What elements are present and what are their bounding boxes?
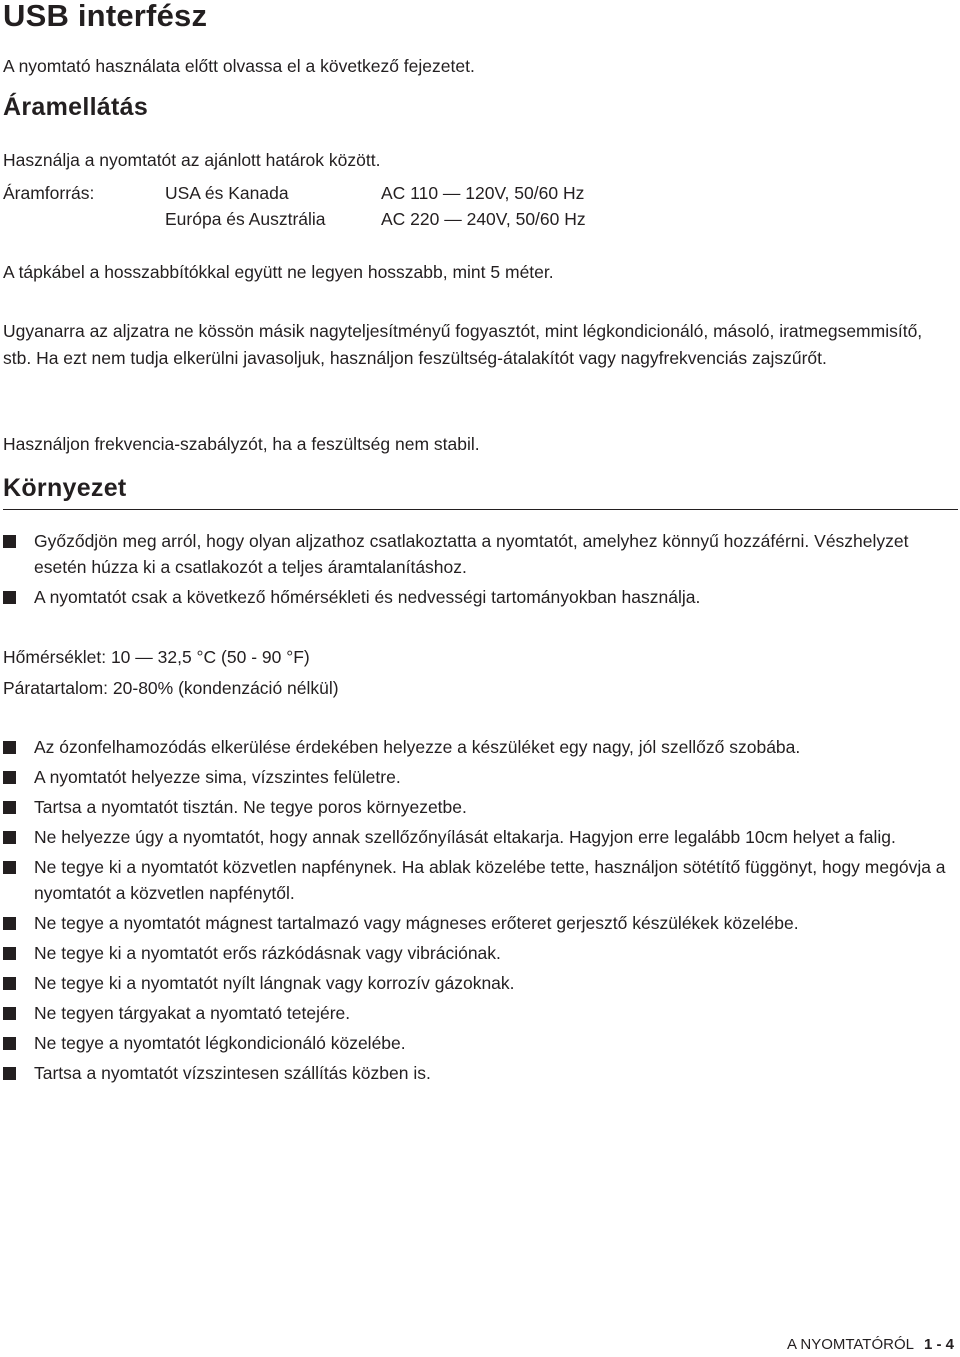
- page-title: USB interfész: [3, 0, 208, 33]
- power-source-label: Áramforrás:: [3, 183, 95, 203]
- power-region-2: Európa és Ausztrália: [165, 209, 326, 229]
- list-item: A nyomtatót csak a következő hőmérsékleti és nedvességi tartományokban használja.: [3, 584, 958, 610]
- bullet-square-icon: [3, 861, 16, 874]
- bullet-square-icon: [3, 1067, 16, 1080]
- power-intro: Használja a nyomtatót az ajánlott határok között.: [3, 150, 381, 170]
- list-item: Tartsa a nyomtatót tisztán. Ne tegye poros környezetbe.: [3, 794, 958, 820]
- bullet-square-icon: [3, 1037, 16, 1050]
- temperature-line: Hőmérséklet: 10 — 32,5 °C (50 - 90 °F): [3, 647, 310, 667]
- bullet-square-icon: [3, 801, 16, 814]
- bullet-square-icon: [3, 535, 16, 548]
- bullet-square-icon: [3, 831, 16, 844]
- bullet-square-icon: [3, 947, 16, 960]
- outlet-note: Ugyanarra az aljzatra ne kössön másik nagyteljesítményű fogyasztót, mint légkondicionáló, másoló, iratmegsemmisítő, stb. Ha ezt nem tudja elkerülni javasoljuk, használjon feszültség-átalakítót vagy nagyfrekvenciás zajszűrőt.: [3, 321, 923, 368]
- environment-list-bottom: [3, 734, 958, 1090]
- list-item: Ne tegye a nyomtatót mágnest tartalmazó vagy mágneses erőteret gerjesztő készülékek közelébe.: [3, 910, 958, 936]
- humidity-line: Páratartalom: 20-80% (kondenzáció nélkül): [3, 678, 339, 698]
- list-item: Ne tegye ki a nyomtatót közvetlen napfénynek. Ha ablak közelébe tette, használjon sötétítő függönyt, hogy megóvja a nyomtatót a közvetlen napfénytől.: [3, 854, 958, 906]
- power-region-1: USA és Kanada: [165, 183, 289, 203]
- cable-note: A tápkábel a hosszabbítókkal együtt ne legyen hosszabb, mint 5 méter.: [3, 262, 554, 282]
- bullet-square-icon: [3, 1007, 16, 1020]
- bullet-square-icon: [3, 977, 16, 990]
- environment-heading: Környezet: [3, 474, 958, 510]
- list-item: Győződjön meg arról, hogy olyan aljzathoz csatlakoztatta a nyomtatót, amelyhez könnyű hozzáférni. Vészhelyzet esetén húzza ki a csatlakozót a teljes áramtalanításhoz.: [3, 528, 958, 580]
- list-item: Ne tegye ki a nyomtatót erős rázkódásnak vagy vibrációnak.: [3, 940, 958, 966]
- bullet-square-icon: [3, 741, 16, 754]
- bullet-square-icon: [3, 917, 16, 930]
- page-number: 1 - 4: [923, 1336, 954, 1353]
- power-heading: Áramellátás: [3, 93, 149, 121]
- list-item: A nyomtatót helyezze sima, vízszintes felületre.: [3, 764, 958, 790]
- regulator-note: Használjon frekvencia-szabályzót, ha a feszültség nem stabil.: [3, 434, 480, 454]
- list-item: Az ózonfelhamozódás elkerülése érdekében helyezze a készüléket egy nagy, jól szellőző szobába.: [3, 734, 958, 760]
- bullet-square-icon: [3, 771, 16, 784]
- footer-section-title: A NYOMTATÓRÓL: [787, 1336, 914, 1353]
- page-footer: [787, 1336, 954, 1353]
- list-item: Ne helyezze úgy a nyomtatót, hogy annak szellőzőnyílását eltakarja. Hagyjon erre legalább 10cm helyet a falig.: [3, 824, 958, 850]
- list-item: Ne tegyen tárgyakat a nyomtató tetejére.: [3, 1000, 958, 1026]
- list-item: Ne tegye a nyomtatót légkondicionáló közelébe.: [3, 1030, 958, 1056]
- power-voltage-1: AC 110 — 120V, 50/60 Hz: [381, 183, 585, 203]
- environment-list-top: [3, 528, 958, 614]
- power-voltage-2: AC 220 — 240V, 50/60 Hz: [381, 209, 586, 229]
- bullet-square-icon: [3, 591, 16, 604]
- list-item: Ne tegye ki a nyomtatót nyílt lángnak vagy korrozív gázoknak.: [3, 970, 958, 996]
- lead-text: A nyomtató használata előtt olvassa el a következő fejezetet.: [3, 56, 475, 76]
- list-item: Tartsa a nyomtatót vízszintesen szállítás közben is.: [3, 1060, 958, 1086]
